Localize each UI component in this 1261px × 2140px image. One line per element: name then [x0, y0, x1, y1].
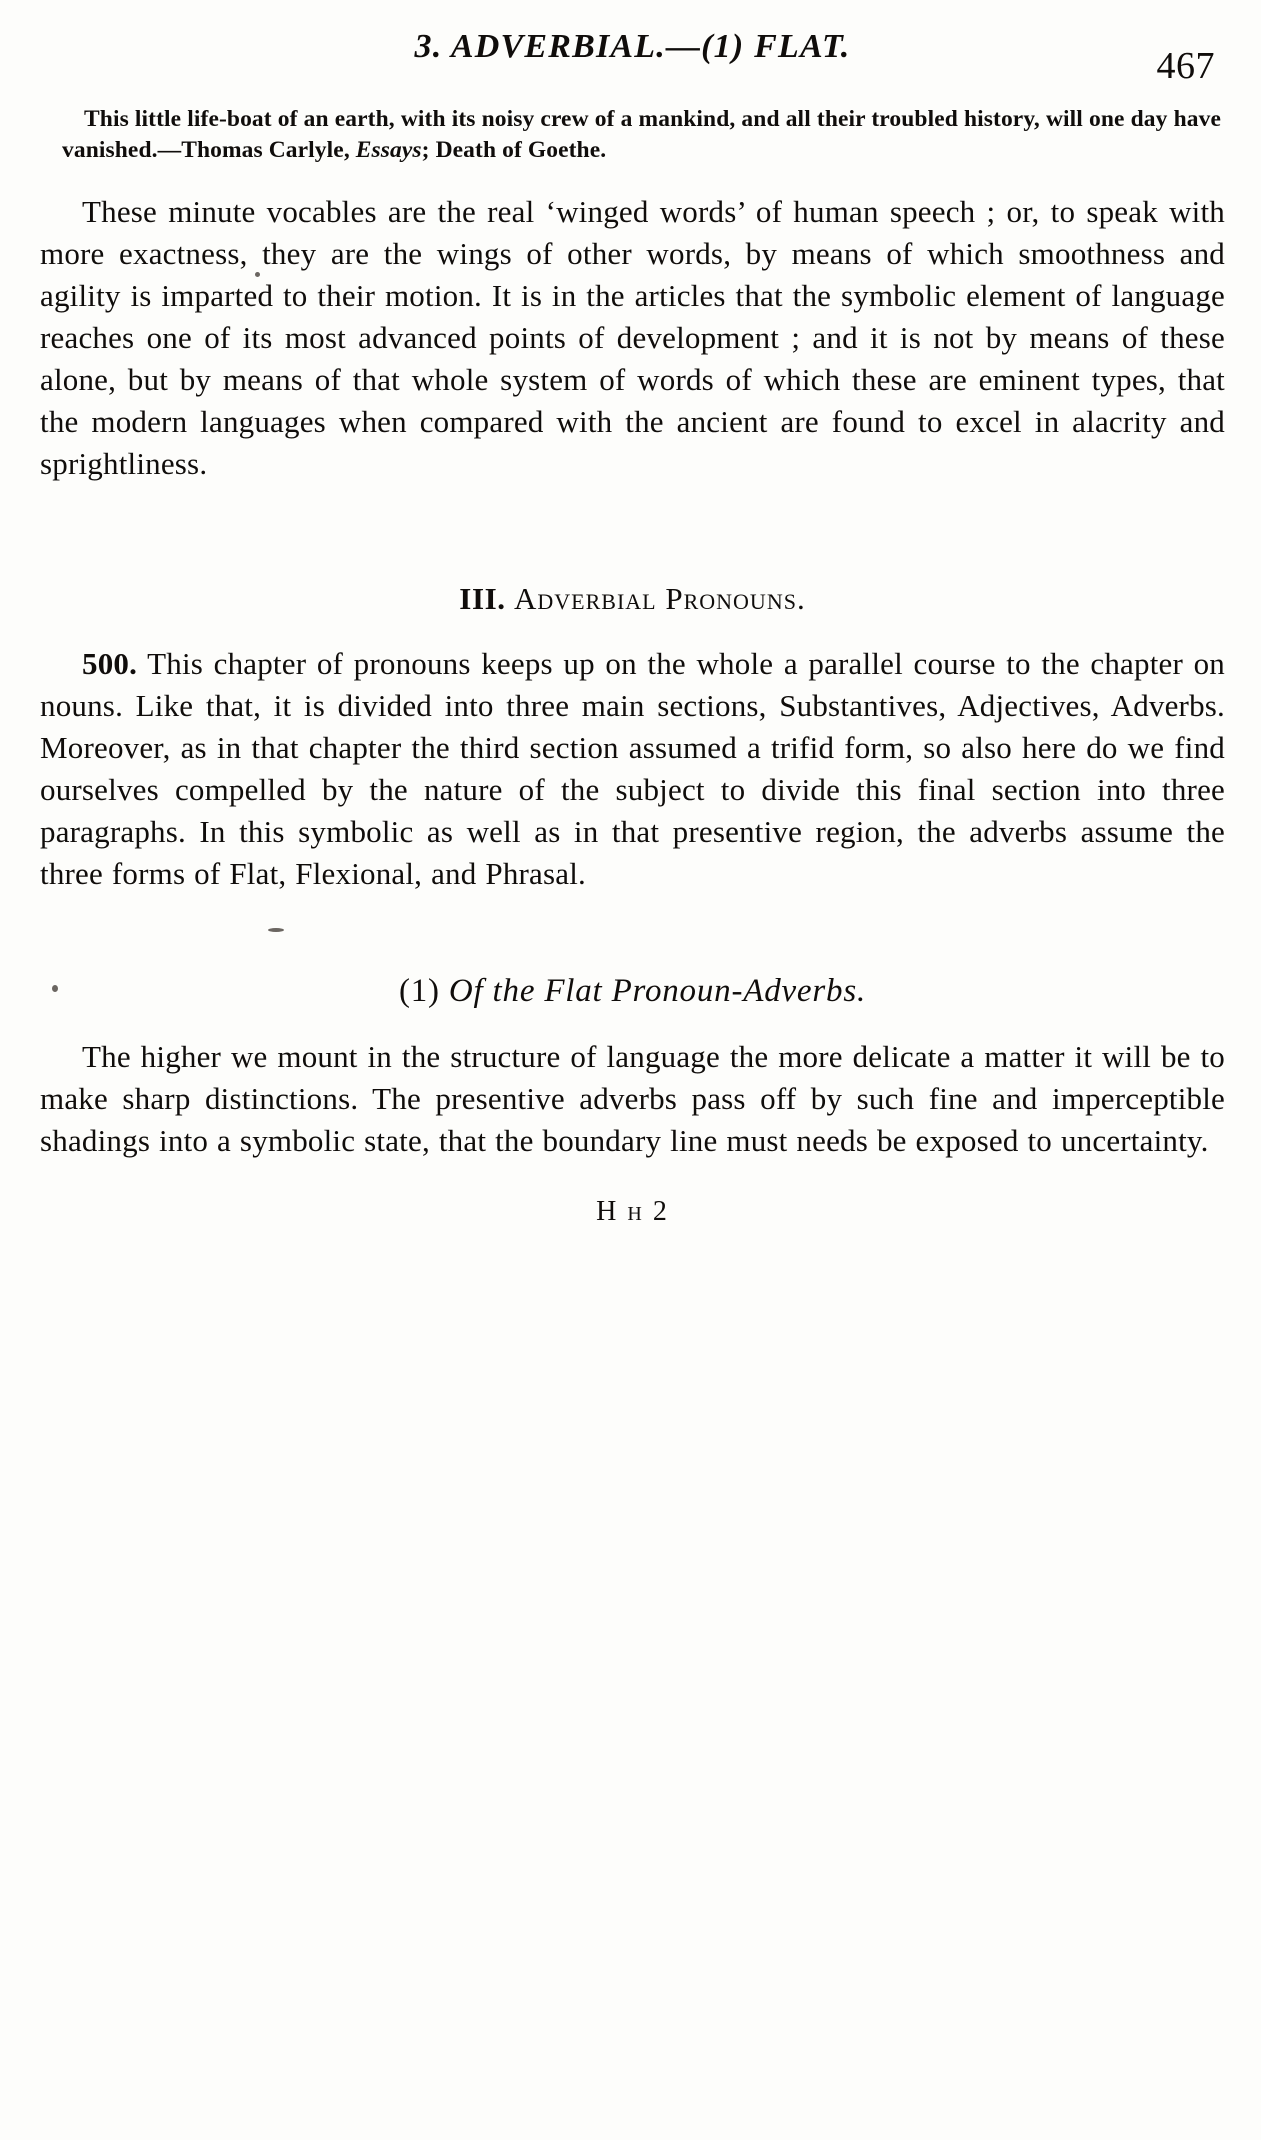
scan-speck: [268, 928, 284, 932]
quotation-source-italic: Essays: [355, 136, 422, 163]
signature-mark: [40, 1196, 1225, 1228]
running-head-title: 3. ADVERBIAL.—(1) FLAT.: [414, 28, 851, 65]
subsection-heading-title: Of the Flat Pronoun-Adverbs.: [448, 973, 867, 1010]
scan-speck: [52, 985, 58, 992]
page-number: 467: [1156, 45, 1215, 87]
paragraph-one: These minute vocables are the real ‘winged words’ of human speech ; or, to speak with more exactness, they are the wings of other words, by means of which smoothness and agility is imparted to their motion. It is in the articles that the symbolic element of language reaches one of its most advanced points of development ; and it is not by means of these alone, but by means of that whole system of words of which these are eminent types, that the modern languages when compared with the ancient are found to excel in alacrity and sprightliness.: [40, 194, 1225, 482]
subsection-heading: [40, 973, 1225, 1010]
block-quotation: [62, 104, 1221, 165]
quotation-text: This little life-boat of an earth, with its noisy crew of a mankind, and all their troubled history, will one day have vanished.—Thomas Carlyle,: [62, 106, 1221, 163]
section-heading-title: Adverbial Pronouns.: [514, 581, 806, 617]
subsection-heading-number: (1): [398, 973, 440, 1010]
paragraph-number: 500.: [82, 646, 138, 682]
running-head: [40, 28, 1225, 98]
page-content: [40, 28, 1225, 1228]
signature-text: H h 2: [596, 1196, 669, 1228]
paragraph-three: The higher we mount in the structure of language the more delicate a matter it will be to make sharp distinctions. The presentive adverbs pass off by such fine and imperceptible shadings into a symbolic state, that the boundary line must needs be exposed to uncertainty.: [40, 1039, 1225, 1159]
paragraph-two-text: This chapter of pronouns keeps up on the whole a parallel course to the chapter on nouns. Like that, it is divided into three main sections, Substantives, Adjectives, Adverbs. Moreover, as in that chapter the third section assumed a trifid form, so also here do we find ourselves compelled by the nature of the subject to divide this final section into three paragraphs. In this symbolic as well as in that presentive region, the adverbs assume the three forms of Flat, Flexional, and Phrasal.: [40, 646, 1225, 892]
paragraph-two: [40, 643, 1225, 895]
section-heading-numeral: III.: [459, 581, 506, 617]
scan-speck: [255, 272, 260, 277]
section-heading: [40, 581, 1225, 617]
quotation-tail: ; Death of Goethe.: [421, 136, 607, 163]
